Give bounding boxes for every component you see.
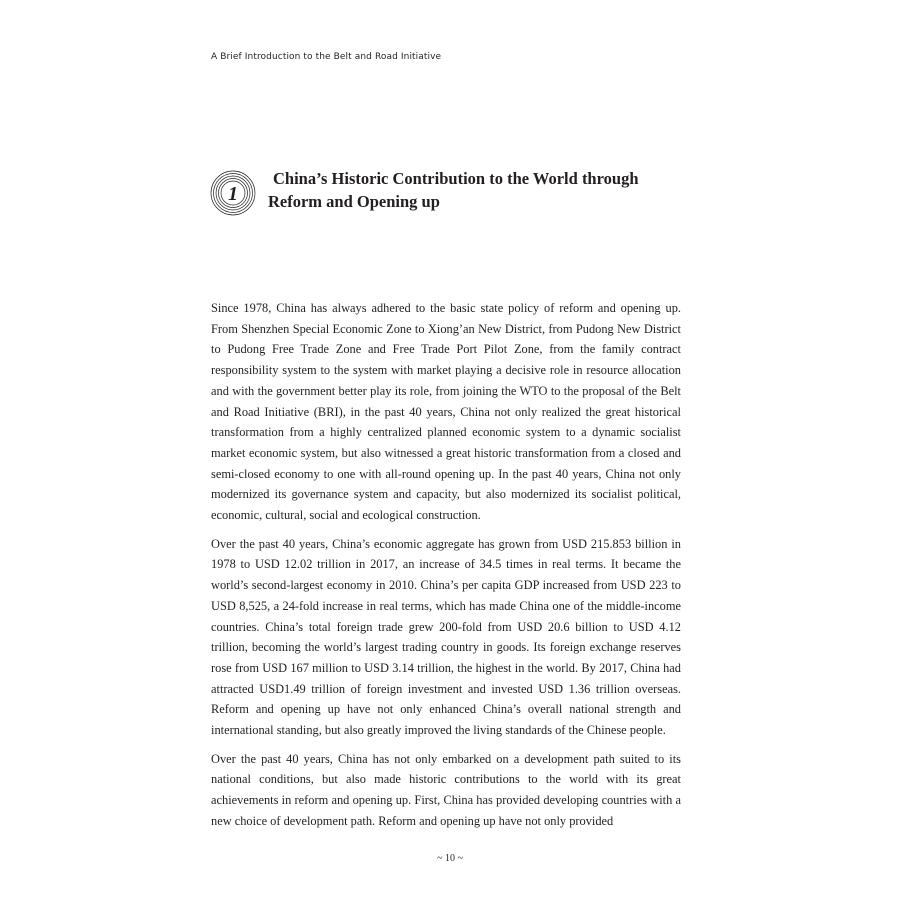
chapter-number-badge-icon <box>210 170 256 216</box>
chapter-title-line-1: China’s Historic Contribution to the World through <box>273 169 639 188</box>
page-number: ~ 10 ~ <box>437 853 463 864</box>
body-text <box>211 298 681 840</box>
chapter-title-line-2: Reform and Opening up <box>268 192 440 211</box>
chapter-title <box>268 167 688 213</box>
body-paragraph-2: Over the past 40 years, China’s economic aggregate has grown from USD 215.853 billion in 1978 to USD 12.02 trillion in 2017, an increase of 34.5 times in real terms. It became the world’s second-largest economy in 2010. China’s per capita GDP increased from USD 223 to USD 8,525, a 24-fold increase in real terms, which has made China one of the middle-income countries. China’s total foreign trade grew 200-fold from USD 20.6 billion to USD 4.12 trillion, becoming the world’s largest trading country in goods. Its foreign exchange reserves rose from USD 167 million to USD 3.14 trillion, the highest in the world. By 2017, China had attracted USD1.49 trillion of foreign investment and invested USD 1.36 trillion overseas. Reform and opening up have not only enhanced China’s overall national strength and international standing, but also greatly improved the living standards of the Chinese people. <box>211 536 681 738</box>
body-paragraph-1: Since 1978, China has always adhered to the basic state policy of reform and opening up. From Shenzhen Special Economic Zone to Xiong’an New District, from Pudong New District to Pudong Free Trade Zone and Free Trade Port Pilot Zone, from the family contract responsibility system to the system with market playing a decisive role in resource allocation and with the government better play its role, from joining the WTO to the proposal of the Belt and Road Initiative (BRI), in the past 40 years, China not only realized the great historical transformation from a highly centralized planned economic system to a dynamic socialist market economic system, but also witnessed a great historic transformation from a closed and semi-closed economy to one with all-round opening up. In the past 40 years, China not only modernized its governance system and capacity, but also modernized its socialist political, economic, cultural, social and ecological construction. <box>211 301 681 523</box>
chapter-number: 1 <box>228 183 238 205</box>
body-paragraph-3: Over the past 40 years, China has not only embarked on a development path suited to its national conditions, but also made historic contributions to the world with its great achievements in reform and opening up. First, China has provided developing countries with a new choice of development path. Reform and opening up have not only provided <box>211 751 681 828</box>
running-header: A Brief Introduction to the Belt and Road Initiative <box>211 52 442 62</box>
